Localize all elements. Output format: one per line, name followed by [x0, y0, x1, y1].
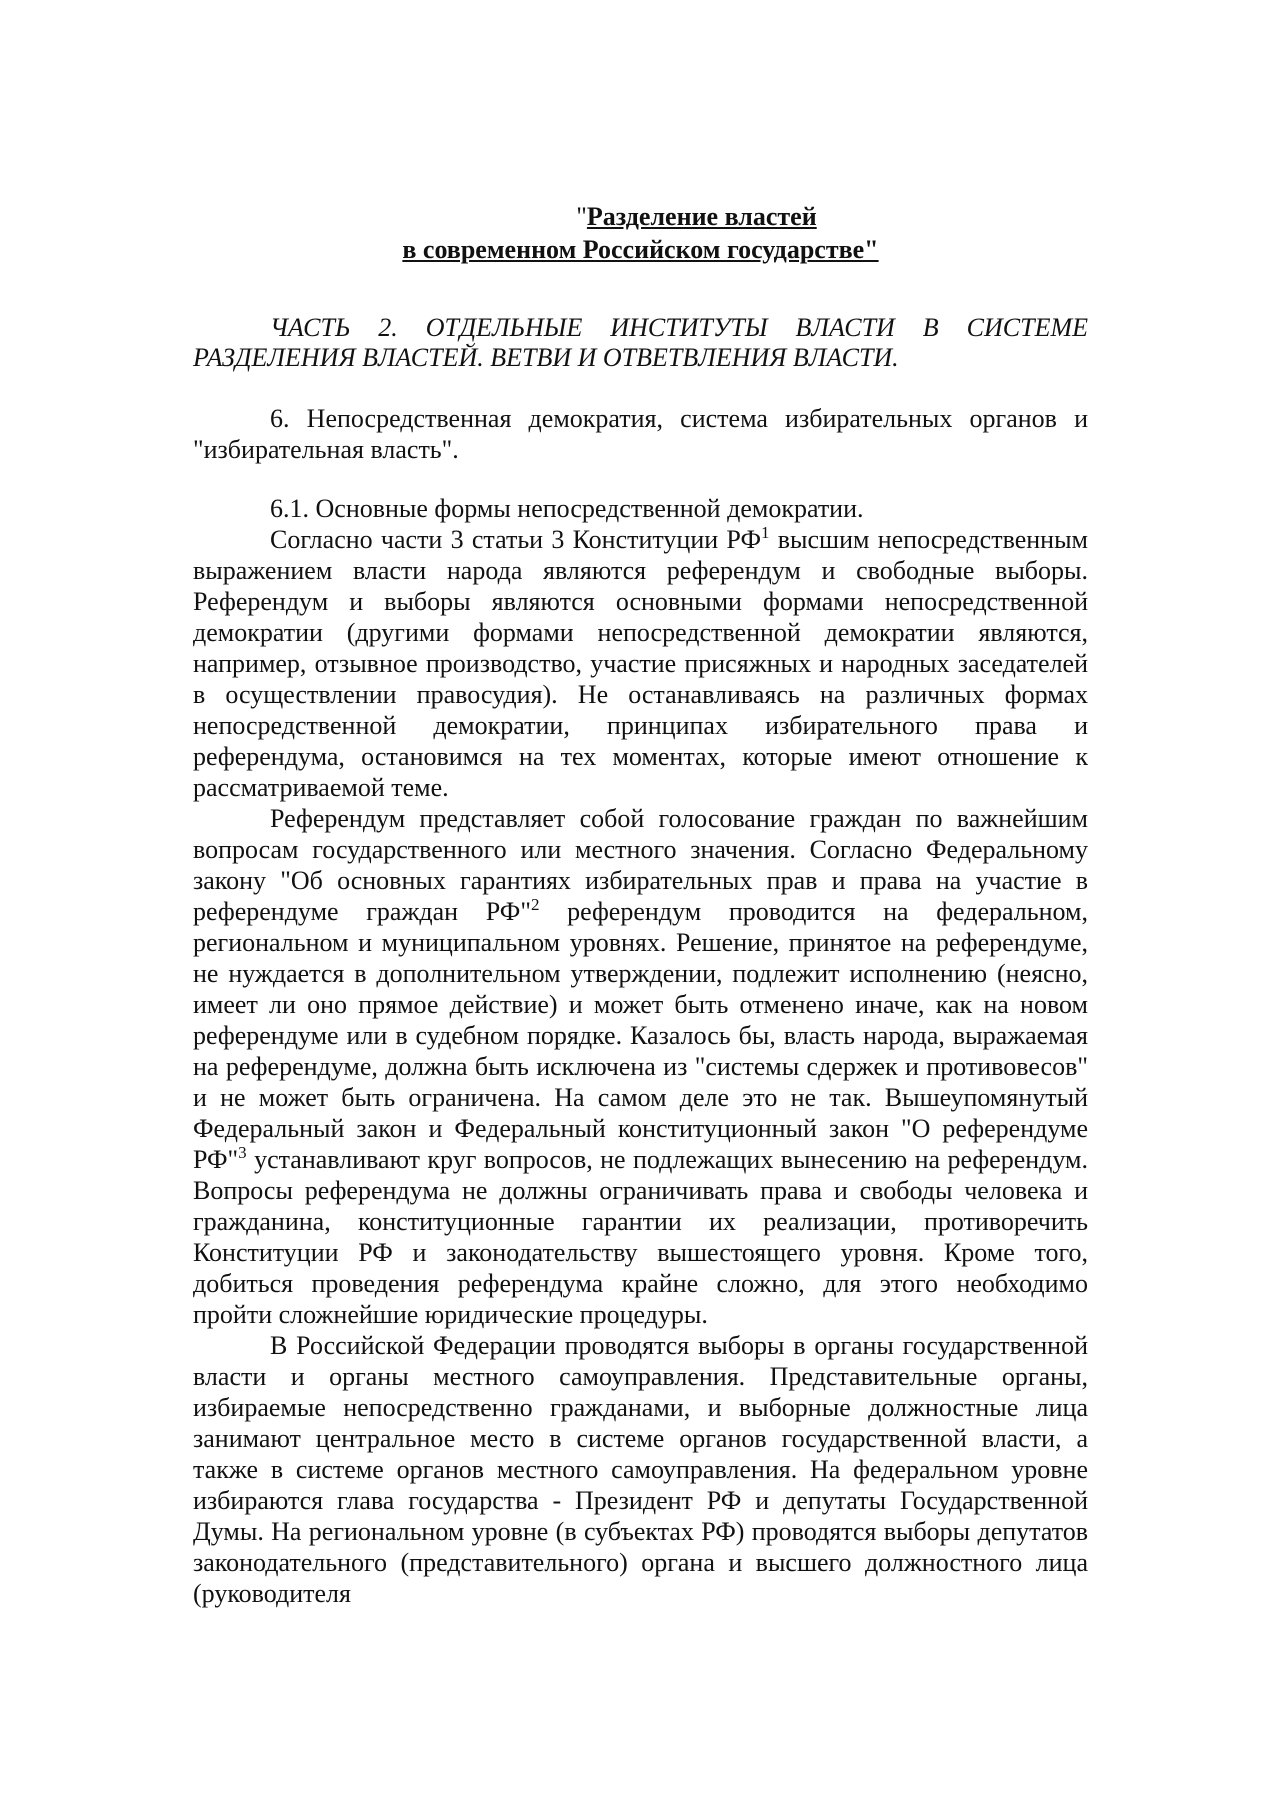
paragraph-1: [193, 524, 1088, 803]
paragraph-1-start: Согласно части 3 статьи 3 Конституции РФ: [270, 525, 761, 554]
paragraph-2-start: Референдум представляет собой голосование граждан по важнейшим вопросам государственного или местного значения. Согласно Федеральному закону "Об основных гарантиях избирательных прав и права на участие в референдуме граждан РФ": [193, 804, 1088, 926]
title-line-2: в современном Российском государстве": [402, 235, 879, 264]
title-line-1-text: Разделение властей: [586, 202, 817, 231]
document-title: [193, 200, 1088, 266]
paragraph-1-rest: высшим непосредственным выражением власти народа являются референдум и свободные выборы. Референдум и выборы являются основными формами непосредственной демократии (другими формами непосредственной демократии являются, например, отзывное производство, участие присяжных и народных заседателей в осуществлении правосудия). Не останавливаясь на различных формах непосредственной демократии, принципах избирательного права и референдума, остановимся на тех моментах, которые имеют отношение к рассматриваемой теме.: [193, 525, 1088, 802]
paragraph-2-middle: референдум проводится на федеральном, региональном и муниципальном уровнях. Решение, принятое на референдуме, не нуждается в дополнительном утверждении, подлежит исполнению (неясно, имеет ли оно прямое действие) и может быть отменено иначе, как на новом референдуме или в судебном порядке. Казалось бы, власть народа, выражаемая на референдуме, должна быть исключена из "системы сдержек и противовесов" и не может быть ограничена. На самом деле это не так. Вышеупомянутый Федеральный закон и Федеральный конституционный закон "О референдуме РФ": [193, 897, 1088, 1174]
document-page: [193, 200, 1088, 1609]
footnote-ref-1[interactable]: 1: [761, 522, 770, 542]
footnote-ref-3[interactable]: 3: [238, 1142, 247, 1162]
subsection-heading: 6.1. Основные формы непосредственной демократии.: [270, 494, 864, 523]
footnote-ref-2[interactable]: 2: [530, 894, 540, 914]
section-heading: 6. Непосредственная демократия, система избирательных органов и "избирательная власть".: [193, 404, 1088, 464]
paragraph-2-end: устанавливают круг вопросов, не подлежащих вынесению на референдум. Вопросы референдума не должны ограничивать права и свободы человека и гражданина, конституционные гарантии их реализации, противоречить Конституции РФ и законодательству вышестоящего уровня. Кроме того, добиться проведения референдума крайне сложно, для этого необходимо пройти сложнейшие юридические процедуры.: [193, 1145, 1088, 1329]
title-open-quote: ": [576, 202, 587, 231]
title-line-1: [464, 202, 816, 231]
paragraph-3: В Российской Федерации проводятся выборы в органы государственной власти и органы местного самоуправления. Представительные органы, избираемые непосредственно гражданами, и выборные должностные лица занимают центральное место в системе органов государственной власти, а также в системе органов местного самоуправления. На федеральном уровне избираются глава государства - Президент РФ и депутаты Государственной Думы. На региональном уровне (в субъектах РФ) проводятся выборы депутатов законодательного (представительного) органа и высшего должностного лица (руководителя: [193, 1331, 1088, 1608]
paragraph-2: [193, 803, 1088, 1330]
part-heading: ЧАСТЬ 2. ОТДЕЛЬНЫЕ ИНСТИТУТЫ ВЛАСТИ В СИСТЕМЕ РАЗДЕЛЕНИЯ ВЛАСТЕЙ. ВЕТВИ И ОТВЕТВЛЕНИЯ ВЛАСТИ.: [193, 313, 1088, 372]
